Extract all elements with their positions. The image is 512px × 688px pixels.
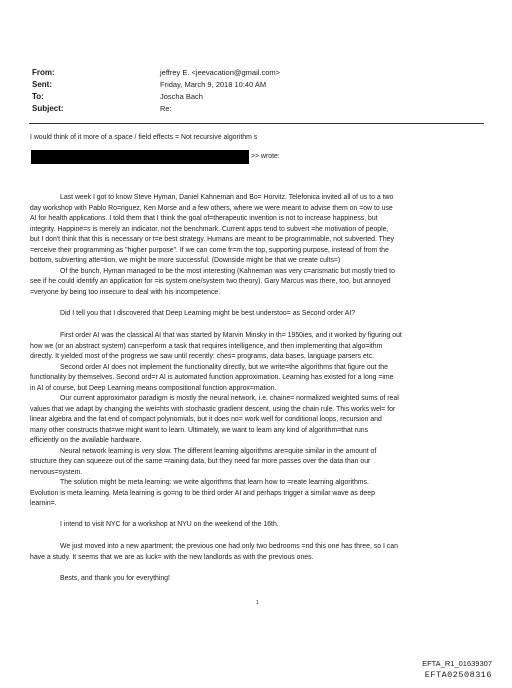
body-line: have a study. It seems that we are as luck= with the new landlords as with the previous ones. — [30, 553, 314, 561]
body-line: I intend to visit NYC for a workshop at NYU on the weekend of the 16th. — [60, 521, 279, 528]
sent-value: Friday, March 9, 2018 10:40 AM — [160, 80, 267, 89]
body-line: AI for health applications. I told them that I think the goal of=therapeutic invention is not to increase happiness, but — [30, 215, 378, 222]
body-line: structure they can squeeze out of the same =raining data, but they need far more passes over the data than our — [30, 458, 371, 465]
body-line: =veryone by being too insecure to deal with his incompetence. — [30, 288, 221, 296]
body-line: =erceive their programming as "higher purpose". If we can come fr=m the top, supporting purpose, instead of from the — [30, 246, 389, 254]
body-line: bottom, subverting atte=tion, we might be more successful. (Downside might be that we create cults=) — [30, 257, 341, 264]
reply-line: I would think of it more of a space / field effects = Not recursive algorithm s — [30, 134, 258, 141]
body-line: many other constructs that=we might want to learn. Ultimately, we want to learn any kind of algorithm=that runs — [30, 426, 369, 434]
body-line: Second order AI does not implement the functionality directly, but we write=the algorithms that figure out the — [60, 363, 388, 371]
body-line: how we (or an abstract system) can=perform a task that requires intelligence, and then implementing that algo=ithm — [30, 342, 383, 350]
body-line: linear algebra and the fat end of compact polynomials, but it does no= work well for conditional loops, recursion and — [30, 416, 382, 423]
to-label: To: — [32, 92, 44, 101]
sign-off: Bests, and thank you for everything! — [60, 575, 170, 582]
body-line: First order AI was the classical AI that was started by Marvin Minsky in th= 1950ies, and it worked by figuring out — [60, 332, 402, 339]
body-line: We just moved into a new apartment; the previous one had only two bedrooms =nd this one has three, so I can — [60, 543, 398, 550]
page-number: 1 — [256, 600, 259, 606]
footer-bates-number: EFTA02508316 — [424, 670, 492, 680]
quote-attribution: >> wrote: — [251, 153, 280, 160]
subject-value: Re: — [160, 104, 172, 113]
sent-label: Sent: — [32, 80, 52, 89]
body-line: directly. It yielded most of the progress we saw until recently: ches= programs, data bases, language parsers etc. — [30, 353, 374, 360]
to-value: Joscha Bach — [160, 92, 203, 101]
body-line: Of the bunch, Hyman managed to be the most interesting (Kahneman was very c=arismatic but mostly tried to — [60, 267, 395, 275]
body-line: values that we adapt by changing the wei=hts with stochastic gradient descent, using the chain rule. This works wel= for — [30, 405, 396, 413]
body-line: but I don't think that this is necessary or t=e best strategy. Humans are meant to be programmable, not subverted. They — [30, 236, 394, 243]
header-divider — [29, 123, 484, 124]
redaction-bar — [31, 150, 249, 164]
body-line: efficiently on the available hardware. — [30, 437, 142, 444]
body-line: see if he could identify an application for =is system one/system two theory). Gary Marcus was there, too, but annoyed — [30, 278, 391, 285]
body-line: nervous=system. — [30, 468, 83, 476]
body-line: functionality by themselves. Second ord=r AI is automated function approximation. Learning has existed for a long =ime — [30, 374, 394, 381]
body-line: in AI of course, but Deep Learning means compositional function approx=mation. — [30, 384, 277, 392]
body-line: Our current approximator paradigm is mostly the neural network, i.e. chaine= normalized weighted sums of real — [60, 395, 399, 402]
subject-label: Subject: — [32, 104, 64, 113]
body-line: The solution might be meta learning: we write algorithms that learn how to =reate learning algorithms. — [60, 479, 369, 486]
body-line: Evolution is meta learning. Meta learning is go=ng to be third order AI and perhaps trigger a similar wave as deep — [30, 489, 375, 497]
body-line: learnin=. — [30, 500, 57, 507]
body-line: Neural network learning is very slow. The different learning algorithms are=quite similar in the amount of — [60, 447, 377, 455]
body-line: integrity. Happine=s is merely an indicator, not the benchmark. Current apps tend to subvert =he motivation of people, — [30, 225, 389, 233]
footer-reference-id: EFTA_R1_01639307 — [422, 659, 492, 668]
body-line: Last week I got to know Steve Hyman, Daniel Kahneman and Bo= Horvitz. Telefonica invited all of us to a two — [60, 194, 394, 201]
from-value: jeffrey E. <jeevacation@gmail.com> — [160, 68, 281, 77]
body-line: day workshop with Pablo Ro=riguez, Ken Morse and a few others, where we were meant to advise them on =ow to use — [30, 204, 393, 212]
from-label: From: — [32, 68, 55, 77]
body-line: Did I tell you that I discovered that Deep Learning might be best understoo= as Second order AI? — [60, 310, 356, 317]
